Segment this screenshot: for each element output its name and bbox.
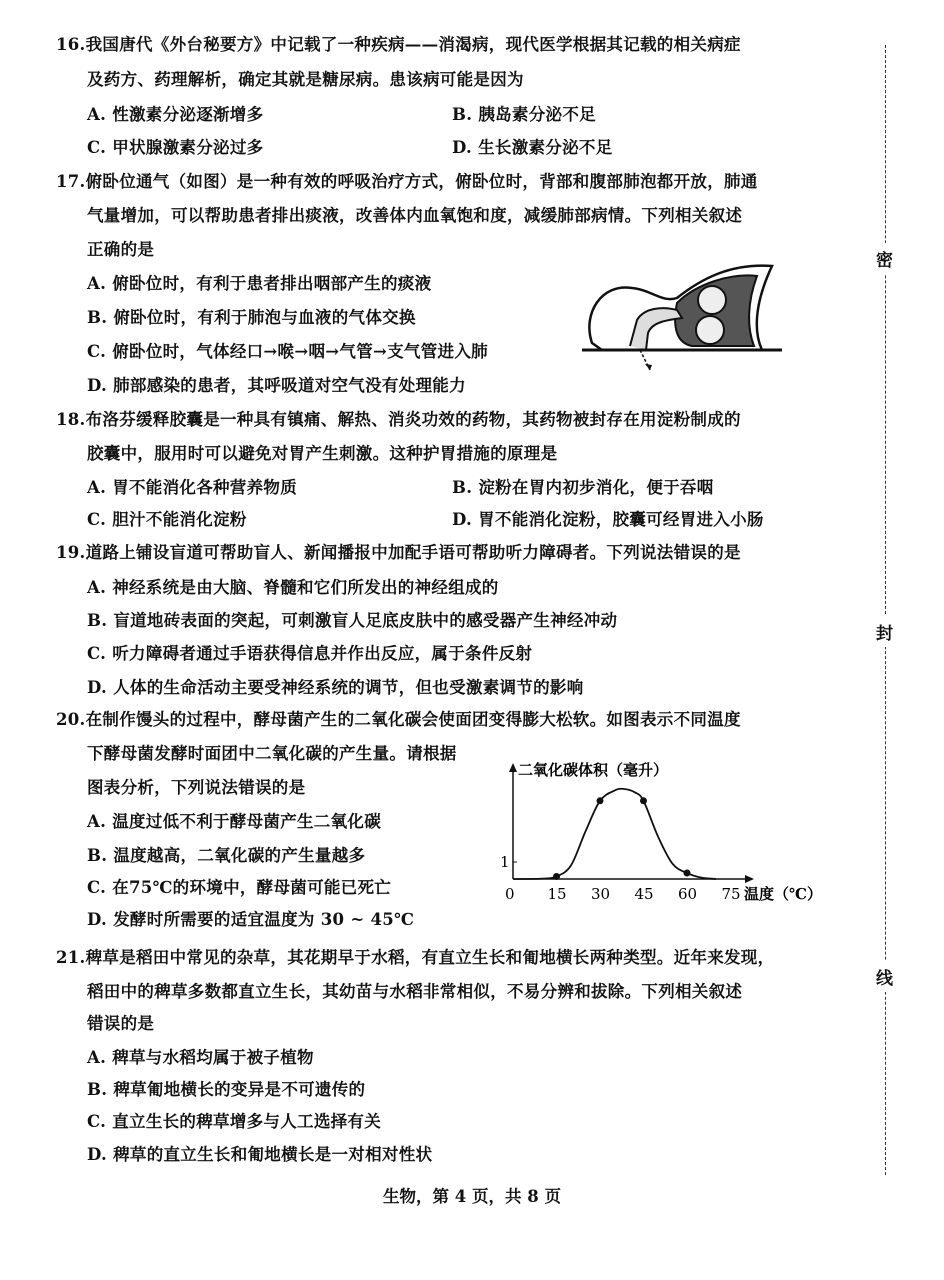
question-21-line-3: 错误的是 <box>87 1014 155 1033</box>
option-16-a[interactable]: A. 性激素分泌逐渐增多 <box>87 105 264 124</box>
x-tick-label: 0 <box>505 885 515 903</box>
question-18-line-2: 胶囊中，服用时可以避免对胃产生刺激。这种护胃措施的原理是 <box>87 444 558 463</box>
option-17-a[interactable]: A. 俯卧位时，有利于患者排出咽部产生的痰液 <box>87 274 432 293</box>
x-tick-label: 60 <box>678 885 698 903</box>
data-point <box>553 873 560 880</box>
option-20-d[interactable]: D. 发酵时所需要的适宜温度为 30 ~ 45℃ <box>87 910 415 929</box>
option-18-d[interactable]: D. 胃不能消化淀粉，胶囊可经胃进入小肠 <box>452 510 764 529</box>
question-17-line-2: 气量增加，可以帮助患者排出痰液，改善体内血氧饱和度，减缓肺部病情。下列相关叙述 <box>87 206 743 225</box>
x-axis-label: 温度（℃） <box>744 885 822 903</box>
x-tick-label: 75 <box>721 885 741 903</box>
x-tick-label: 30 <box>591 885 611 903</box>
option-21-c[interactable]: C. 直立生长的稗草增多与人工选择有关 <box>87 1112 382 1131</box>
question-20-line-3: 图表分析，下列说法错误的是 <box>87 778 306 797</box>
option-19-d[interactable]: D. 人体的生命活动主要受神经系统的调节，但也受激素调节的影响 <box>87 678 584 697</box>
x-tick-label: 15 <box>547 885 567 903</box>
question-19-line-1: 19.道路上铺设盲道可帮助盲人、新闻播报中加配手语可帮助听力障碍者。下列说法错误的是 <box>56 543 741 562</box>
binding-mark-mi: 密 <box>876 243 893 274</box>
data-point <box>684 870 691 877</box>
option-16-c[interactable]: C. 甲状腺激素分泌过多 <box>87 138 264 157</box>
option-18-a[interactable]: A. 胃不能消化各种营养物质 <box>87 478 297 497</box>
binding-mark-xian: 线 <box>876 961 893 992</box>
option-19-a[interactable]: A. 神经系统是由大脑、脊髓和它们所发出的神经组成的 <box>87 578 499 597</box>
question-16-line-1: 16.我国唐代《外台秘要方》中记载了一种疾病——消渴病，现代医学根据其记载的相关病症 <box>56 35 741 54</box>
option-21-b[interactable]: B. 稗草匍地横长的变异是不可遗传的 <box>87 1080 366 1099</box>
data-point <box>640 797 647 804</box>
co2-curve <box>513 789 716 879</box>
binding-mark-feng: 封 <box>876 616 893 647</box>
option-19-c[interactable]: C. 听力障碍者通过手语获得信息并作出反应，属于条件反射 <box>87 644 533 663</box>
option-16-b[interactable]: B. 胰岛素分泌不足 <box>452 105 596 124</box>
y-axis-label: 二氧化碳体积（毫升） <box>518 761 669 779</box>
data-point <box>597 797 604 804</box>
question-21-line-1: 21.稗草是稻田中常见的杂草，其花期早于水稻，有直立生长和匍地横长两种类型。近年来发现， <box>56 948 775 967</box>
option-20-b[interactable]: B. 温度越高，二氧化碳的产生量越多 <box>87 846 366 865</box>
option-18-b[interactable]: B. 淀粉在胃内初步消化，便于吞咽 <box>452 478 714 497</box>
binding-line <box>885 45 886 1175</box>
option-17-d[interactable]: D. 肺部感染的患者，其呼吸道对空气没有处理能力 <box>87 376 466 395</box>
question-16-line-2: 及药方、药理解析，确定其就是糖尿病。患该病可能是因为 <box>87 70 524 89</box>
option-18-c[interactable]: C. 胆汁不能消化淀粉 <box>87 510 247 529</box>
question-18-line-1: 18.布洛芬缓释胶囊是一种具有镇痛、解热、消炎功效的药物，其药物被封存在用淀粉制成的 <box>56 410 741 429</box>
co2-temperature-chart <box>490 755 830 910</box>
option-17-c[interactable]: C. 俯卧位时，气体经口→喉→咽→气管→支气管进入肺 <box>87 342 488 361</box>
question-17-line-3: 正确的是 <box>87 240 155 259</box>
question-20-line-2: 下酵母菌发酵时面团中二氧化碳的产生量。请根据 <box>87 744 457 763</box>
question-17-line-1: 17.俯卧位通气（如图）是一种有效的呼吸治疗方式，俯卧位时，背部和腹部肺泡都开放，肺通 <box>56 172 758 191</box>
option-20-a[interactable]: A. 温度过低不利于酵母菌产生二氧化碳 <box>87 812 381 831</box>
option-21-a[interactable]: A. 稗草与水稻均属于被子植物 <box>87 1048 314 1067</box>
option-16-d[interactable]: D. 生长激素分泌不足 <box>452 138 613 157</box>
prone-position-figure <box>582 258 782 378</box>
page-footer: 生物，第 4 页，共 8 页 <box>383 1187 561 1206</box>
question-21-line-2: 稻田中的稗草多数都直立生长，其幼苗与水稻非常相似，不易分辨和拔除。下列相关叙述 <box>87 982 743 1001</box>
y-tick-label: 1 <box>500 853 510 871</box>
x-tick-label: 45 <box>634 885 654 903</box>
option-19-b[interactable]: B. 盲道地砖表面的突起，可刺激盲人足底皮肤中的感受器产生神经冲动 <box>87 611 618 630</box>
option-17-b[interactable]: B. 俯卧位时，有利于肺泡与血液的气体交换 <box>87 308 416 327</box>
question-20-line-1: 20.在制作馒头的过程中，酵母菌产生的二氧化碳会使面团变得膨大松软。如图表示不同温度 <box>56 710 741 729</box>
option-21-d[interactable]: D. 稗草的直立生长和匍地横长是一对相对性状 <box>87 1145 433 1164</box>
option-20-c[interactable]: C. 在75℃的环境中，酵母菌可能已死亡 <box>87 878 392 897</box>
